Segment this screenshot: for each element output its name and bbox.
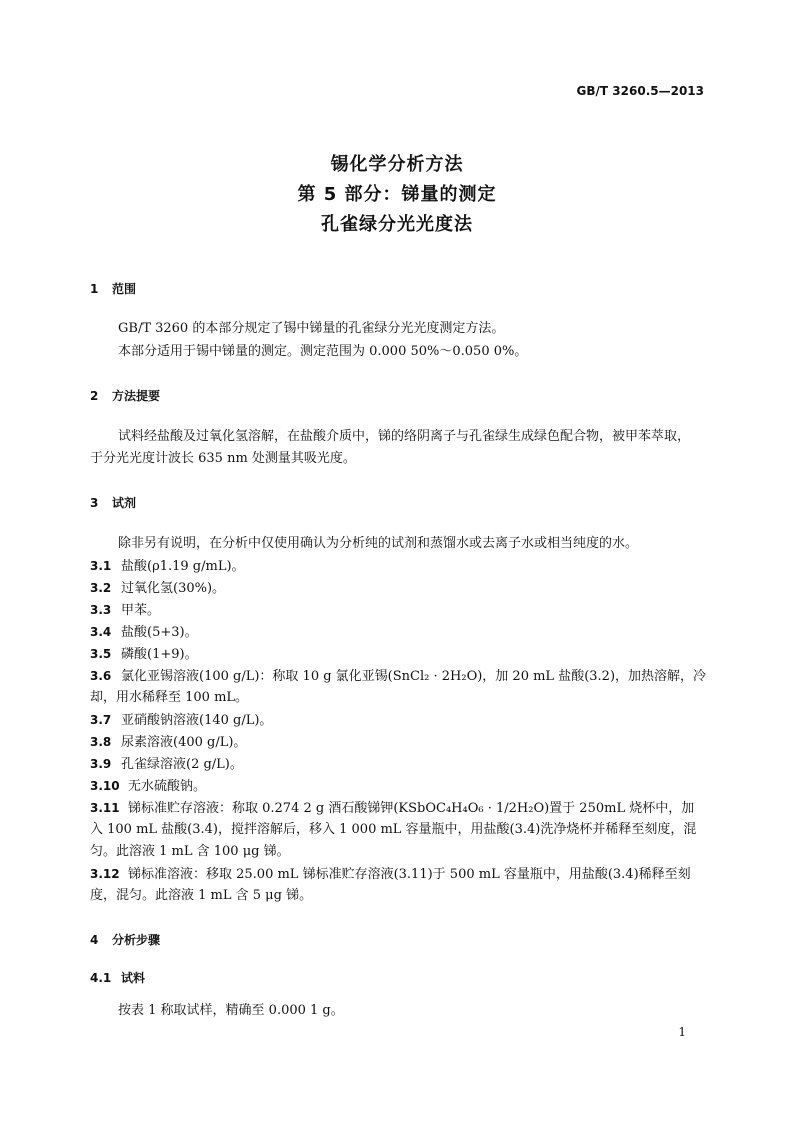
section-heading-1 — [90, 280, 136, 297]
paragraph: 除非另有说明，在分析中仅使用确认为分析纯的试剂和蒸馏水或去离子水或相当纯度的水。 — [118, 536, 639, 551]
reagent-item — [90, 644, 198, 665]
item-number: 3.12 — [90, 867, 120, 881]
item-text: 孔雀绿溶液(2 g/L)。 — [121, 757, 243, 772]
item-continuation: 却，用水稀释至 100 mL。 — [90, 690, 249, 705]
item-number: 3.6 — [90, 669, 112, 683]
item-number: 3.1 — [90, 559, 112, 573]
section-heading-4 — [90, 931, 160, 948]
section-heading-2 — [90, 387, 160, 404]
title-line-2: 第 5 部分：锑量的测定 — [297, 184, 497, 205]
paragraph: 按表 1 称取试样，精确至 0.000 1 g。 — [118, 1003, 344, 1018]
section-number: 4 — [90, 933, 99, 947]
page-number: 1 — [678, 1025, 686, 1039]
item-number: 3.4 — [90, 625, 112, 639]
section-title: 范围 — [112, 282, 137, 296]
paragraph: 本部分适用于锡中锑量的测定。测定范围为 0.000 50%～0.050 0%。 — [118, 344, 528, 359]
reagent-item — [90, 798, 694, 819]
item-text: 过氧化氢(30%)。 — [121, 581, 226, 596]
item-number: 3.5 — [90, 647, 112, 661]
reagent-item — [90, 754, 243, 775]
reagent-item — [90, 732, 246, 753]
item-text: 无水硫酸钠。 — [128, 779, 207, 794]
item-continuation: 匀。此溶液 1 mL 含 100 μg 锑。 — [90, 844, 290, 859]
section-title: 试剂 — [112, 496, 137, 510]
item-text: 磷酸(1+9)。 — [121, 647, 198, 662]
title-line-1: 锡化学分析方法 — [330, 154, 464, 175]
title-line-3: 孔雀绿分光光度法 — [321, 214, 473, 235]
reagent-item — [90, 600, 160, 621]
item-number: 3.10 — [90, 779, 120, 793]
subsection-title: 试料 — [121, 971, 146, 985]
section-title: 方法提要 — [112, 389, 161, 403]
reagent-item — [90, 710, 272, 731]
reagent-item — [90, 776, 206, 797]
standard-number: GB/T 3260.5—2013 — [576, 84, 704, 98]
item-continuation: 入 100 mL 盐酸(3.4)，搅拌溶解后，移入 1 000 mL 容量瓶中，用盐酸(3.4)洗净烧杯并稀释至刻度，混 — [90, 822, 697, 837]
item-number: 3.8 — [90, 735, 112, 749]
item-text: 尿素溶液(400 g/L)。 — [121, 735, 247, 750]
item-text: 锑标准贮存溶液：称取 0.274 2 g 酒石酸锑钾(KSbOC₄H₄O₆ · 1/2H₂O)置于 250mL 烧杯中，加 — [128, 801, 695, 816]
section-heading-3 — [90, 494, 136, 511]
paragraph: 试料经盐酸及过氧化氢溶解，在盐酸介质中，锑的络阴离子与孔雀绿生成绿色配合物，被甲苯萃取， — [118, 429, 691, 444]
item-number: 3.3 — [90, 603, 112, 617]
item-number: 3.11 — [90, 801, 120, 815]
item-number: 3.2 — [90, 581, 112, 595]
paragraph-continuation: 于分光光度计波长 635 nm 处测量其吸光度。 — [90, 451, 356, 466]
subsection-heading — [90, 969, 145, 986]
item-text: 氯化亚锡溶液(100 g/L)：称取 10 g 氯化亚锡(SnCl₂ · 2H₂O)，加 20 mL 盐酸(3.2)，加热溶解，冷 — [121, 669, 707, 684]
section-number: 1 — [90, 282, 99, 296]
subsection-number: 4.1 — [90, 971, 112, 985]
item-number: 3.9 — [90, 757, 112, 771]
section-number: 2 — [90, 389, 99, 403]
paragraph: GB/T 3260 的本部分规定了锡中锑量的孔雀绿分光光度测定方法。 — [118, 321, 505, 336]
section-title: 分析步骤 — [112, 933, 161, 947]
reagent-item — [90, 666, 706, 687]
item-text: 盐酸(ρ1.19 g/mL)。 — [121, 559, 245, 574]
item-continuation: 度，混匀。此溶液 1 mL 含 5 μg 锑。 — [90, 888, 313, 903]
reagent-item — [90, 556, 245, 577]
section-number: 3 — [90, 496, 99, 510]
item-number: 3.7 — [90, 713, 112, 727]
item-text: 盐酸(5+3)。 — [121, 625, 198, 640]
reagent-item — [90, 864, 691, 885]
item-text: 甲苯。 — [121, 603, 161, 618]
reagent-item — [90, 578, 225, 599]
reagent-item — [90, 622, 198, 643]
item-text: 亚硝酸钠溶液(140 g/L)。 — [121, 713, 273, 728]
item-text: 锑标准溶液：移取 25.00 mL 锑标准贮存溶液(3.11)于 500 mL 容量瓶中，用盐酸(3.4)稀释至刻 — [128, 867, 691, 882]
